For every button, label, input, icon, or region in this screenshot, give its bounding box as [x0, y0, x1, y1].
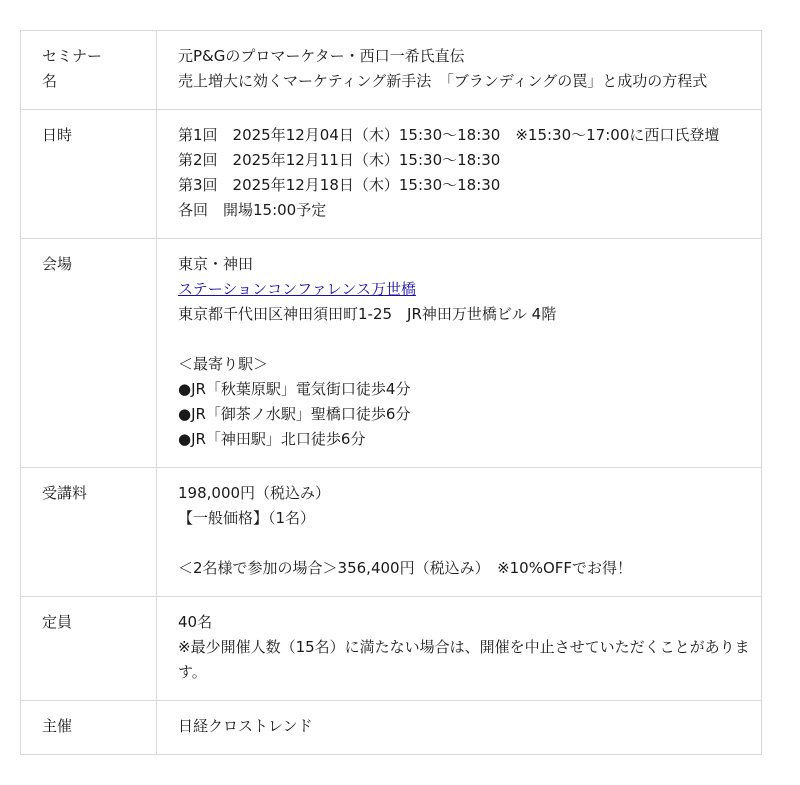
- session-3-line: 第3回 2025年12月18日（木）15:30～18:30: [178, 176, 501, 194]
- value-cell: [157, 468, 762, 597]
- capacity-note: ※最少開催人数（15名）に満たない場合は、開催を中止させていただくことがあります。: [178, 638, 750, 681]
- venue-address: 東京都千代田区神田須田町1-25 JR神田万世橋ビル 4階: [178, 305, 557, 323]
- value-cell: [157, 701, 762, 755]
- row-datetime: [21, 110, 762, 239]
- datetime-label: 日時: [42, 126, 73, 144]
- label-cell: [21, 701, 157, 755]
- fee-price: 198,000円（税込み）: [178, 484, 331, 502]
- row-venue: [21, 239, 762, 468]
- venue-label: 会場: [42, 255, 73, 273]
- capacity-count: 40名: [178, 613, 213, 631]
- station-kanda: ●JR「神田駅」北口徒歩6分: [178, 430, 366, 448]
- session-1-line: 第1回 2025年12月04日（木）15:30～18:30 ※15:30～17:00に西口氏登壇: [178, 126, 720, 144]
- seminar-title-line-2: 売上増大に効くマーケティング新手法 「ブランディングの罠」と成功の方程式: [178, 72, 708, 90]
- fee-price-note: 【一般価格】（1名）: [178, 509, 316, 527]
- spacer: [178, 327, 753, 352]
- fee-group-price: ＜2名様で参加の場合＞356,400円（税込み） ※10%OFFでお得！: [178, 559, 633, 577]
- seminar-name-label: セミナー名: [42, 47, 103, 90]
- value-cell: [157, 239, 762, 468]
- doors-open-line: 各回 開場15:00予定: [178, 201, 327, 219]
- organizer-label: 主催: [42, 717, 73, 735]
- organizer-name: 日経クロストレンド: [178, 717, 313, 735]
- seminar-title-line-1: 元P&Gのプロマーケター・西口一希氏直伝: [178, 47, 465, 65]
- session-2-line: 第2回 2025年12月11日（木）15:30～18:30: [178, 151, 501, 169]
- label-cell: [21, 110, 157, 239]
- row-organizer: [21, 701, 762, 755]
- row-capacity: [21, 597, 762, 701]
- value-cell: [157, 31, 762, 110]
- fee-label: 受講料: [42, 484, 88, 502]
- row-fee: [21, 468, 762, 597]
- station-ochanomizu: ●JR「御茶ノ水駅」聖橋口徒歩6分: [178, 405, 411, 423]
- nearest-stations-heading: ＜最寄り駅＞: [178, 355, 269, 373]
- label-cell: [21, 239, 157, 468]
- station-akihabara: ●JR「秋葉原駅」電気街口徒歩4分: [178, 380, 411, 398]
- row-seminar-name: [21, 31, 762, 110]
- label-cell: [21, 31, 157, 110]
- label-cell: [21, 597, 157, 701]
- value-cell: [157, 110, 762, 239]
- value-cell: [157, 597, 762, 701]
- spacer: [178, 531, 753, 556]
- capacity-label: 定員: [42, 613, 73, 631]
- label-cell: [21, 468, 157, 597]
- seminar-info-table: [20, 30, 762, 755]
- venue-area: 東京・神田: [178, 255, 254, 273]
- seminar-info-panel: [20, 30, 762, 755]
- venue-name-link[interactable]: ステーションコンファレンス万世橋: [178, 280, 416, 298]
